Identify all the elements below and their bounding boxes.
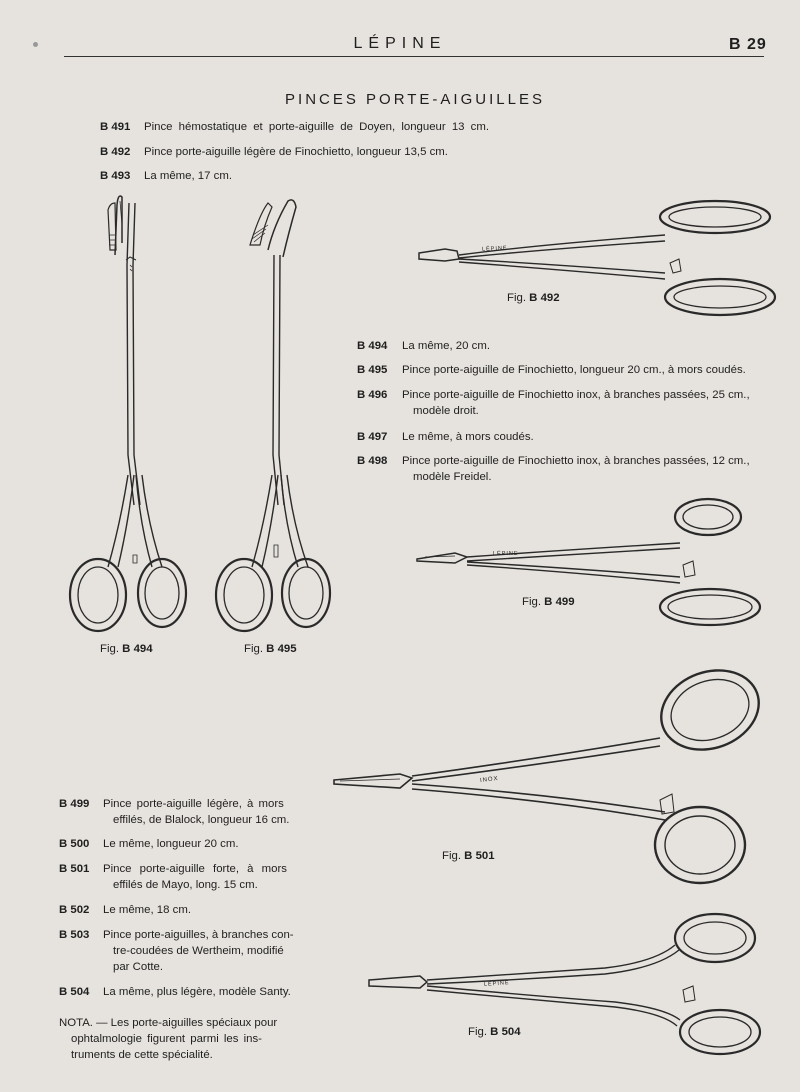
instrument-b492-illustration: [415, 195, 775, 320]
figure-number: B 494: [122, 643, 153, 655]
item-text: La même, plus légère, modèle Santy.: [103, 986, 291, 998]
figure-number: B 495: [266, 643, 297, 655]
figure-caption-b494: [100, 643, 153, 655]
figure-caption-b495: [244, 643, 297, 655]
item-text-line1: Pince porte-aiguille de Finochietto inox, à branches passées, 12 cm.,: [402, 455, 750, 467]
item-code: B 498: [357, 455, 388, 467]
nota-line1: NOTA. — Les porte-aiguilles spéciaux pour: [59, 1017, 278, 1029]
item-text: Le même, 18 cm.: [103, 904, 191, 916]
item-code: B 499: [59, 798, 90, 810]
figure-prefix: Fig.: [442, 850, 461, 862]
figure-caption-b499: [522, 596, 575, 608]
figure-caption-b501: [442, 850, 495, 862]
nota-line3: truments de cette spécialité.: [71, 1049, 213, 1061]
item-text-line2: modèle droit.: [413, 405, 479, 417]
figure-number: B 499: [544, 596, 575, 608]
figure-caption-b492: [507, 292, 560, 304]
header-rule: [64, 56, 764, 57]
instrument-b501-illustration: [330, 660, 770, 890]
figure-prefix: Fig.: [100, 643, 119, 655]
items-bottom-list: [0, 796, 340, 1066]
engraved-mark: LÉPINE: [493, 551, 519, 557]
item-code: B 495: [357, 364, 388, 376]
item-text: Pince porte-aiguille légère de Finochietto, longueur 13,5 cm.: [144, 146, 448, 158]
figure-number: B 492: [529, 292, 560, 304]
item-text: Le même, à mors coudés.: [402, 431, 534, 443]
engraved-mark: LÉPINE: [483, 980, 510, 988]
item-code: B 496: [357, 389, 388, 401]
item-text: Pince porte-aiguille de Finochietto, longueur 20 cm., à mors coudés.: [402, 364, 746, 376]
items-top-list: [0, 119, 800, 189]
instrument-b504-illustration: [365, 910, 770, 1060]
item-code: B 504: [59, 986, 90, 998]
figure-number: B 504: [490, 1026, 521, 1038]
engraved-inox: INOX: [479, 775, 499, 785]
item-text-line2: tre-coudées de Wertheim, modifié: [113, 945, 284, 957]
section-title: PINCES PORTE-AIGUILLES: [285, 91, 545, 108]
instrument-b495-illustration: [208, 195, 348, 640]
brand-header: LÉPINE: [353, 35, 447, 52]
figure-number: B 501: [464, 850, 495, 862]
item-code: B 492: [100, 146, 131, 158]
figure-prefix: Fig.: [522, 596, 541, 608]
item-code: B 502: [59, 904, 90, 916]
item-code: B 503: [59, 929, 90, 941]
item-code: B 494: [357, 340, 388, 352]
instrument-b494-illustration: [60, 195, 200, 640]
item-code: B 491: [100, 121, 131, 133]
nota-line2: ophtalmologie figurent parmi les ins-: [71, 1033, 262, 1045]
item-text-line1: Pince porte-aiguille légère, à mors: [103, 798, 284, 810]
item-text: La même, 20 cm.: [402, 340, 490, 352]
figure-caption-b504: [468, 1026, 521, 1038]
item-text-line1: Pince porte-aiguilles, à branches con-: [103, 929, 294, 941]
item-text-line1: Pince porte-aiguille de Finochietto inox, à branches passées, 25 cm.,: [402, 389, 750, 401]
item-text: La même, 17 cm.: [144, 170, 232, 182]
item-text-line2: effilés, de Blalock, longueur 16 cm.: [113, 814, 290, 826]
item-code: B 493: [100, 170, 131, 182]
item-code: B 501: [59, 863, 90, 875]
engraved-mark: LÉPINE: [481, 245, 508, 253]
item-text-line2: modèle Freidel.: [413, 471, 492, 483]
item-text: Le même, longueur 20 cm.: [103, 838, 239, 850]
item-text-line1: Pince porte-aiguille forte, à mors: [103, 863, 287, 875]
item-text: Pince hémostatique et porte-aiguille de Doyen, longueur 13 cm.: [144, 121, 490, 133]
page-number: B 29: [729, 36, 767, 53]
instrument-b499-illustration: [415, 495, 770, 630]
figure-prefix: Fig.: [244, 643, 263, 655]
figure-prefix: Fig.: [468, 1026, 487, 1038]
item-code: B 497: [357, 431, 388, 443]
item-text-line3: par Cotte.: [113, 961, 164, 973]
figure-prefix: Fig.: [507, 292, 526, 304]
item-code: B 500: [59, 838, 90, 850]
item-text-line2: effilés de Mayo, long. 15 cm.: [113, 879, 258, 891]
